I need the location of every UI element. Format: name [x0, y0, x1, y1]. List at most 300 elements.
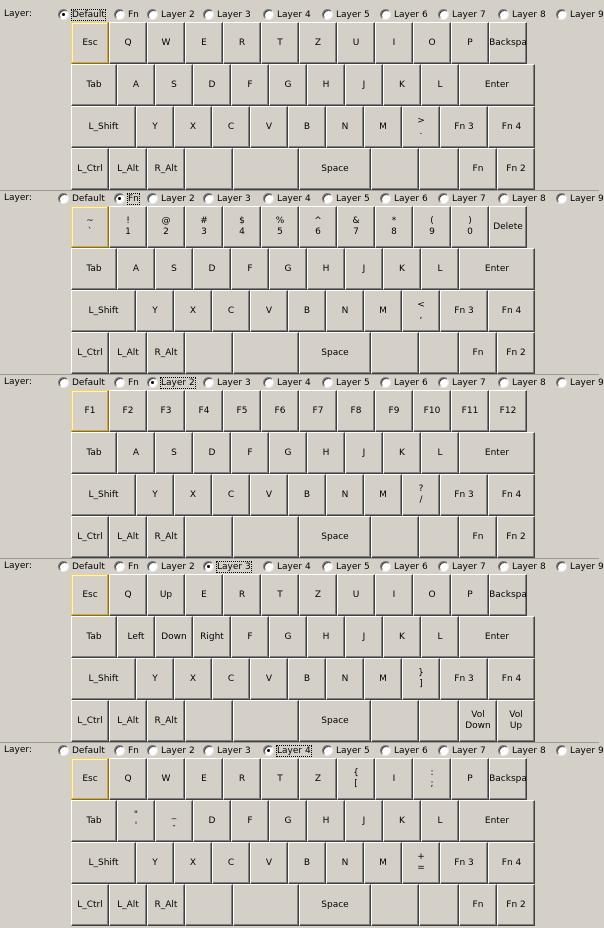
layer-radio-label: Fn [128, 9, 139, 20]
key-button[interactable]: Vol Up [497, 700, 535, 742]
key-button[interactable] [185, 332, 233, 374]
key-button[interactable]: F4 [185, 390, 223, 432]
key-button[interactable]: _ - [155, 800, 193, 842]
key-button[interactable]: F8 [337, 390, 375, 432]
radio-circle-icon [203, 561, 214, 572]
key-button[interactable] [371, 332, 419, 374]
key-button[interactable]: Enter [459, 616, 535, 658]
key-button[interactable]: Enter [459, 248, 535, 290]
key-button[interactable]: Space [299, 884, 371, 926]
key-button[interactable]: G [269, 616, 307, 658]
key-button[interactable]: Fn 2 [497, 516, 535, 558]
key-button[interactable]: E [185, 758, 223, 800]
key-button[interactable]: L [421, 432, 459, 474]
key-button[interactable]: N [326, 842, 364, 884]
key-button[interactable]: H [307, 248, 345, 290]
key-button[interactable]: F12 [489, 390, 527, 432]
key-button[interactable]: I [375, 22, 413, 64]
key-button[interactable]: J [345, 616, 383, 658]
key-button[interactable]: R [223, 758, 261, 800]
key-button[interactable]: V [250, 474, 288, 516]
key-button[interactable]: G [269, 800, 307, 842]
key-button[interactable]: Fn 3 [440, 106, 488, 148]
key-button[interactable]: Delete [489, 206, 527, 248]
key-button[interactable]: X [174, 658, 212, 700]
layer-radio-layer-7[interactable] [438, 376, 486, 389]
key-button[interactable]: Z [299, 22, 337, 64]
key-button[interactable]: L_Shift [71, 842, 136, 884]
key-button[interactable]: O [413, 574, 451, 616]
key-button[interactable]: Backspa [489, 22, 527, 64]
layer-radio-label: Fn [128, 745, 139, 756]
layer-radio-default[interactable] [58, 560, 105, 573]
key-button[interactable] [419, 332, 459, 374]
key-button[interactable]: Fn [459, 884, 497, 926]
key-button[interactable]: Up [147, 574, 185, 616]
key-button[interactable]: X [174, 290, 212, 332]
layer-radio-layer-4[interactable] [263, 8, 311, 21]
key-button[interactable]: U [337, 574, 375, 616]
radio-circle-icon [438, 377, 449, 388]
key-button[interactable]: Esc [71, 758, 109, 800]
key-button[interactable]: Fn 4 [488, 842, 535, 884]
key-button[interactable]: H [307, 432, 345, 474]
key-button[interactable]: D [193, 248, 231, 290]
key-button[interactable]: Fn 4 [488, 290, 535, 332]
layer-radio-layer-9[interactable] [556, 560, 604, 573]
key-button[interactable]: Z [299, 758, 337, 800]
key-button[interactable] [371, 884, 419, 926]
layer-radio-layer-4[interactable] [263, 744, 311, 757]
layer-radio-layer-4[interactable] [263, 376, 311, 389]
key-button[interactable] [371, 148, 419, 190]
key-button[interactable]: Fn [459, 148, 497, 190]
layer-radio-layer-6[interactable] [380, 8, 428, 21]
key-button[interactable]: L_Ctrl [71, 148, 109, 190]
key-button[interactable]: * 8 [375, 206, 413, 248]
key-button[interactable]: B [288, 474, 326, 516]
key-button[interactable]: Esc [71, 574, 109, 616]
key-button[interactable]: F [231, 800, 269, 842]
key-button[interactable] [185, 516, 233, 558]
key-button[interactable]: R [223, 22, 261, 64]
key-button[interactable]: K [383, 432, 421, 474]
key-button[interactable]: Tab [71, 616, 117, 658]
key-button[interactable]: G [269, 248, 307, 290]
layer-radio-label: Layer 6 [394, 377, 428, 388]
key-button[interactable]: Q [109, 22, 147, 64]
layer-radio-layer-2[interactable] [147, 192, 195, 205]
radio-circle-icon [58, 745, 69, 756]
key-button[interactable]: F7 [299, 390, 337, 432]
key-button[interactable]: : ; [413, 758, 451, 800]
key-button[interactable]: E [185, 574, 223, 616]
key-button[interactable]: Tab [71, 248, 117, 290]
key-button[interactable]: > . [402, 106, 440, 148]
layer-radio-layer-4[interactable] [263, 192, 311, 205]
key-button[interactable]: C [212, 842, 250, 884]
key-button[interactable]: L_Ctrl [71, 332, 109, 374]
key-button[interactable]: ^ 6 [299, 206, 337, 248]
key-button[interactable] [371, 700, 419, 742]
key-button[interactable]: ) 0 [451, 206, 489, 248]
key-button[interactable]: L [421, 248, 459, 290]
layer-radio-layer-3[interactable] [203, 8, 251, 21]
key-button[interactable]: ( 9 [413, 206, 451, 248]
key-button[interactable]: G [269, 64, 307, 106]
key-button[interactable]: L [421, 64, 459, 106]
key-button[interactable]: V [250, 658, 288, 700]
key-button[interactable]: < , [402, 290, 440, 332]
layer-radio-layer-3[interactable] [203, 192, 251, 205]
key-button[interactable]: N [326, 474, 364, 516]
key-button[interactable]: Down [155, 616, 193, 658]
layer-radio-layer-2[interactable] [147, 8, 195, 21]
key-button[interactable]: A [117, 248, 155, 290]
key-button[interactable]: L_Alt [109, 884, 147, 926]
key-button[interactable]: Y [136, 658, 174, 700]
layer-radio-label: Layer 9 [570, 193, 604, 204]
key-button[interactable]: Enter [459, 800, 535, 842]
layer-radio-layer-3[interactable] [203, 744, 251, 757]
key-button[interactable] [185, 700, 233, 742]
key-button[interactable]: L [421, 616, 459, 658]
key-button[interactable]: I [375, 574, 413, 616]
key-button[interactable]: Fn 3 [440, 290, 488, 332]
key-button[interactable]: B [288, 658, 326, 700]
radio-circle-icon [498, 745, 509, 756]
key-button[interactable]: D [193, 800, 231, 842]
layer-radio-layer-8[interactable] [498, 376, 546, 389]
panel-divider [0, 374, 599, 375]
key-button[interactable]: N [326, 106, 364, 148]
key-button[interactable]: L_Ctrl [71, 884, 109, 926]
layer-radio-layer-2[interactable] [147, 744, 195, 757]
key-button[interactable]: L_Alt [109, 516, 147, 558]
key-button[interactable]: T [261, 758, 299, 800]
key-button[interactable]: C [212, 290, 250, 332]
key-button[interactable]: Fn 2 [497, 884, 535, 926]
key-button[interactable]: Enter [459, 432, 535, 474]
key-button[interactable]: W [147, 22, 185, 64]
layer-radio-layer-7[interactable] [438, 744, 486, 757]
key-button[interactable]: Fn 3 [440, 842, 488, 884]
key-button[interactable]: X [174, 474, 212, 516]
key-button[interactable]: Fn 4 [488, 106, 535, 148]
layer-radio-label: Layer 7 [452, 9, 486, 20]
layer-radio-fn[interactable] [114, 560, 139, 573]
key-button[interactable]: L_Alt [109, 148, 147, 190]
layer-radio-label: Fn [128, 377, 139, 388]
key-button[interactable]: C [212, 106, 250, 148]
key-button[interactable]: T [261, 574, 299, 616]
key-button[interactable]: P [451, 574, 489, 616]
layer-label: Layer: [4, 9, 32, 19]
key-button[interactable]: @ 2 [147, 206, 185, 248]
layer-selector [0, 375, 604, 390]
key-button[interactable]: K [383, 248, 421, 290]
key-button[interactable]: + = [402, 842, 440, 884]
key-button[interactable]: Backspa [489, 758, 527, 800]
key-button[interactable]: { [ [337, 758, 375, 800]
layer-radio-layer-3[interactable] [203, 560, 251, 573]
layer-radio-fn[interactable] [114, 376, 139, 389]
radio-circle-icon [498, 9, 509, 20]
key-button[interactable]: H [307, 64, 345, 106]
key-button[interactable]: J [345, 432, 383, 474]
layer-radio-default[interactable] [58, 376, 105, 389]
key-button[interactable]: H [307, 616, 345, 658]
key-button[interactable]: F3 [147, 390, 185, 432]
layer-radio-layer-5[interactable] [322, 560, 370, 573]
key-button[interactable]: W [147, 758, 185, 800]
key-button[interactable]: Fn [459, 332, 497, 374]
key-button[interactable]: F [231, 432, 269, 474]
key-button[interactable]: Y [136, 106, 174, 148]
key-button[interactable]: Q [109, 574, 147, 616]
key-button[interactable]: % 5 [261, 206, 299, 248]
key-button[interactable]: J [345, 64, 383, 106]
key-button[interactable]: A [117, 432, 155, 474]
key-button[interactable]: R_Alt [147, 884, 185, 926]
key-button[interactable]: K [383, 800, 421, 842]
layer-label: Layer: [4, 193, 32, 203]
key-button[interactable]: Y [136, 290, 174, 332]
key-button[interactable]: F5 [223, 390, 261, 432]
key-button[interactable] [419, 700, 459, 742]
key-button[interactable] [233, 148, 299, 190]
key-button[interactable]: M [364, 842, 402, 884]
layer-radio-layer-6[interactable] [380, 376, 428, 389]
key-button[interactable]: Fn 3 [440, 658, 488, 700]
key-button[interactable]: K [383, 64, 421, 106]
key-button[interactable]: C [212, 658, 250, 700]
key-button[interactable]: E [185, 22, 223, 64]
key-button[interactable]: Enter [459, 64, 535, 106]
radio-circle-icon [114, 561, 125, 572]
key-button[interactable]: P [451, 22, 489, 64]
key-button[interactable]: R_Alt [147, 332, 185, 374]
key-button[interactable]: L_Shift [71, 658, 136, 700]
key-button[interactable]: $ 4 [223, 206, 261, 248]
key-button[interactable]: F9 [375, 390, 413, 432]
key-button[interactable] [233, 700, 299, 742]
layer-radio-layer-8[interactable] [498, 8, 546, 21]
key-button[interactable]: L_Alt [109, 332, 147, 374]
layer-radio-layer-5[interactable] [322, 192, 370, 205]
key-button[interactable]: F2 [109, 390, 147, 432]
layer-radio-label: Fn [128, 193, 139, 204]
key-button[interactable] [233, 884, 299, 926]
layer-radio-layer-9[interactable] [556, 8, 604, 21]
key-button[interactable]: B [288, 106, 326, 148]
key-button[interactable]: Right [193, 616, 231, 658]
key-button[interactable]: Y [136, 474, 174, 516]
key-button[interactable]: Q [109, 758, 147, 800]
key-button[interactable]: " ' [117, 800, 155, 842]
key-button[interactable]: U [337, 22, 375, 64]
layer-radio-layer-8[interactable] [498, 560, 546, 573]
key-button[interactable]: Z [299, 574, 337, 616]
layer-radio-default[interactable] [58, 744, 105, 757]
key-button[interactable]: R [223, 574, 261, 616]
layer-radio-fn[interactable] [114, 744, 139, 757]
key-button[interactable]: X [174, 842, 212, 884]
key-button[interactable]: Space [299, 332, 371, 374]
key-button[interactable]: Y [136, 842, 174, 884]
radio-circle-icon [147, 9, 158, 20]
radio-circle-icon [58, 561, 69, 572]
key-button[interactable]: L_Shift [71, 290, 136, 332]
key-button[interactable]: L_Shift [71, 474, 136, 516]
key-button[interactable]: Tab [71, 64, 117, 106]
key-button[interactable]: T [261, 22, 299, 64]
key-button[interactable]: # 3 [185, 206, 223, 248]
key-button[interactable]: Fn 4 [488, 474, 535, 516]
key-button[interactable]: M [364, 474, 402, 516]
key-button[interactable] [233, 516, 299, 558]
key-button[interactable]: I [375, 758, 413, 800]
key-button[interactable]: C [212, 474, 250, 516]
key-button[interactable]: R_Alt [147, 148, 185, 190]
layer-radio-layer-7[interactable] [438, 560, 486, 573]
key-button[interactable] [233, 332, 299, 374]
key-button[interactable]: G [269, 432, 307, 474]
key-button[interactable]: V [250, 106, 288, 148]
key-button[interactable]: Fn 2 [497, 332, 535, 374]
layer-radio-fn[interactable] [114, 8, 139, 21]
key-button[interactable]: P [451, 758, 489, 800]
layer-radio-fn[interactable] [114, 192, 139, 205]
layer-radio-layer-6[interactable] [380, 192, 428, 205]
key-button[interactable]: F [231, 64, 269, 106]
key-button[interactable]: L [421, 800, 459, 842]
key-button[interactable]: Backspa [489, 574, 527, 616]
layer-radio-label: Layer 2 [161, 193, 195, 204]
layer-radio-layer-3[interactable] [203, 376, 251, 389]
key-button[interactable]: M [364, 106, 402, 148]
key-button[interactable]: ~ ` [71, 206, 109, 248]
layer-radio-label: Layer 3 [217, 377, 251, 388]
key-button[interactable] [419, 516, 459, 558]
panel-divider [0, 742, 599, 743]
layer-radio-label: Layer 3 [217, 561, 251, 572]
key-button[interactable] [185, 884, 233, 926]
layer-radio-layer-6[interactable] [380, 744, 428, 757]
key-button[interactable] [419, 884, 459, 926]
key-button[interactable]: Fn 4 [488, 658, 535, 700]
key-button[interactable]: S [155, 432, 193, 474]
key-button[interactable] [185, 148, 233, 190]
layer-radio-layer-9[interactable] [556, 192, 604, 205]
layer-radio-layer-8[interactable] [498, 192, 546, 205]
layer-radio-layer-7[interactable] [438, 8, 486, 21]
layer-radio-layer-2[interactable] [147, 376, 195, 389]
key-button[interactable]: F11 [451, 390, 489, 432]
layer-radio-layer-6[interactable] [380, 560, 428, 573]
layer-radio-layer-5[interactable] [322, 8, 370, 21]
key-button[interactable]: L_Shift [71, 106, 136, 148]
key-button[interactable]: Vol Down [459, 700, 497, 742]
key-button[interactable]: J [345, 248, 383, 290]
key-button[interactable]: ! 1 [109, 206, 147, 248]
key-button[interactable]: M [364, 290, 402, 332]
key-button[interactable] [419, 148, 459, 190]
key-button[interactable]: F [231, 248, 269, 290]
key-button[interactable]: Space [299, 516, 371, 558]
key-button[interactable]: S [155, 64, 193, 106]
key-button[interactable]: & 7 [337, 206, 375, 248]
key-button[interactable]: Fn 3 [440, 474, 488, 516]
layer-radio-default[interactable] [58, 8, 105, 21]
layer-radio-layer-7[interactable] [438, 192, 486, 205]
key-button[interactable]: X [174, 106, 212, 148]
key-button[interactable]: V [250, 842, 288, 884]
layer-radio-layer-2[interactable] [147, 560, 195, 573]
keyboard-grid [0, 574, 599, 744]
key-button[interactable]: ? / [402, 474, 440, 516]
key-button[interactable]: L_Alt [109, 700, 147, 742]
layer-radio-layer-9[interactable] [556, 376, 604, 389]
radio-circle-icon [498, 377, 509, 388]
key-button[interactable]: Left [117, 616, 155, 658]
key-button[interactable]: Esc [71, 22, 109, 64]
layer-radio-layer-8[interactable] [498, 744, 546, 757]
radio-circle-icon [556, 561, 567, 572]
layer-radio-layer-5[interactable] [322, 376, 370, 389]
key-button[interactable]: M [364, 658, 402, 700]
key-button[interactable] [371, 516, 419, 558]
key-button[interactable]: Fn [459, 516, 497, 558]
key-button[interactable]: } ] [402, 658, 440, 700]
key-button[interactable]: Tab [71, 432, 117, 474]
layer-radio-layer-4[interactable] [263, 560, 311, 573]
key-button[interactable]: B [288, 842, 326, 884]
key-button[interactable]: R_Alt [147, 700, 185, 742]
layer-radio-default[interactable] [58, 192, 105, 205]
key-button[interactable]: K [383, 616, 421, 658]
layer-radio-layer-5[interactable] [322, 744, 370, 757]
key-button[interactable]: D [193, 64, 231, 106]
key-button[interactable]: L_Ctrl [71, 516, 109, 558]
key-button[interactable]: V [250, 290, 288, 332]
key-button[interactable]: S [155, 248, 193, 290]
layer-radio-layer-9[interactable] [556, 744, 604, 757]
key-button[interactable]: F [231, 616, 269, 658]
layer-selector [0, 7, 604, 22]
key-button[interactable]: D [193, 432, 231, 474]
radio-circle-icon [114, 745, 125, 756]
key-button[interactable]: F1 [71, 390, 109, 432]
key-button[interactable]: O [413, 22, 451, 64]
layer-radio-label: Layer 9 [570, 377, 604, 388]
key-button[interactable]: F10 [413, 390, 451, 432]
key-button[interactable]: Space [299, 700, 371, 742]
key-button[interactable]: H [307, 800, 345, 842]
key-button[interactable]: B [288, 290, 326, 332]
key-button[interactable]: R_Alt [147, 516, 185, 558]
layer-radio-label: Layer 7 [452, 745, 486, 756]
key-button[interactable]: Space [299, 148, 371, 190]
key-button[interactable]: L_Ctrl [71, 700, 109, 742]
key-button[interactable]: A [117, 64, 155, 106]
key-button[interactable]: N [326, 290, 364, 332]
key-button[interactable]: Fn 2 [497, 148, 535, 190]
key-button[interactable]: F6 [261, 390, 299, 432]
key-button[interactable]: J [345, 800, 383, 842]
key-button[interactable]: N [326, 658, 364, 700]
key-button[interactable]: Tab [71, 800, 117, 842]
